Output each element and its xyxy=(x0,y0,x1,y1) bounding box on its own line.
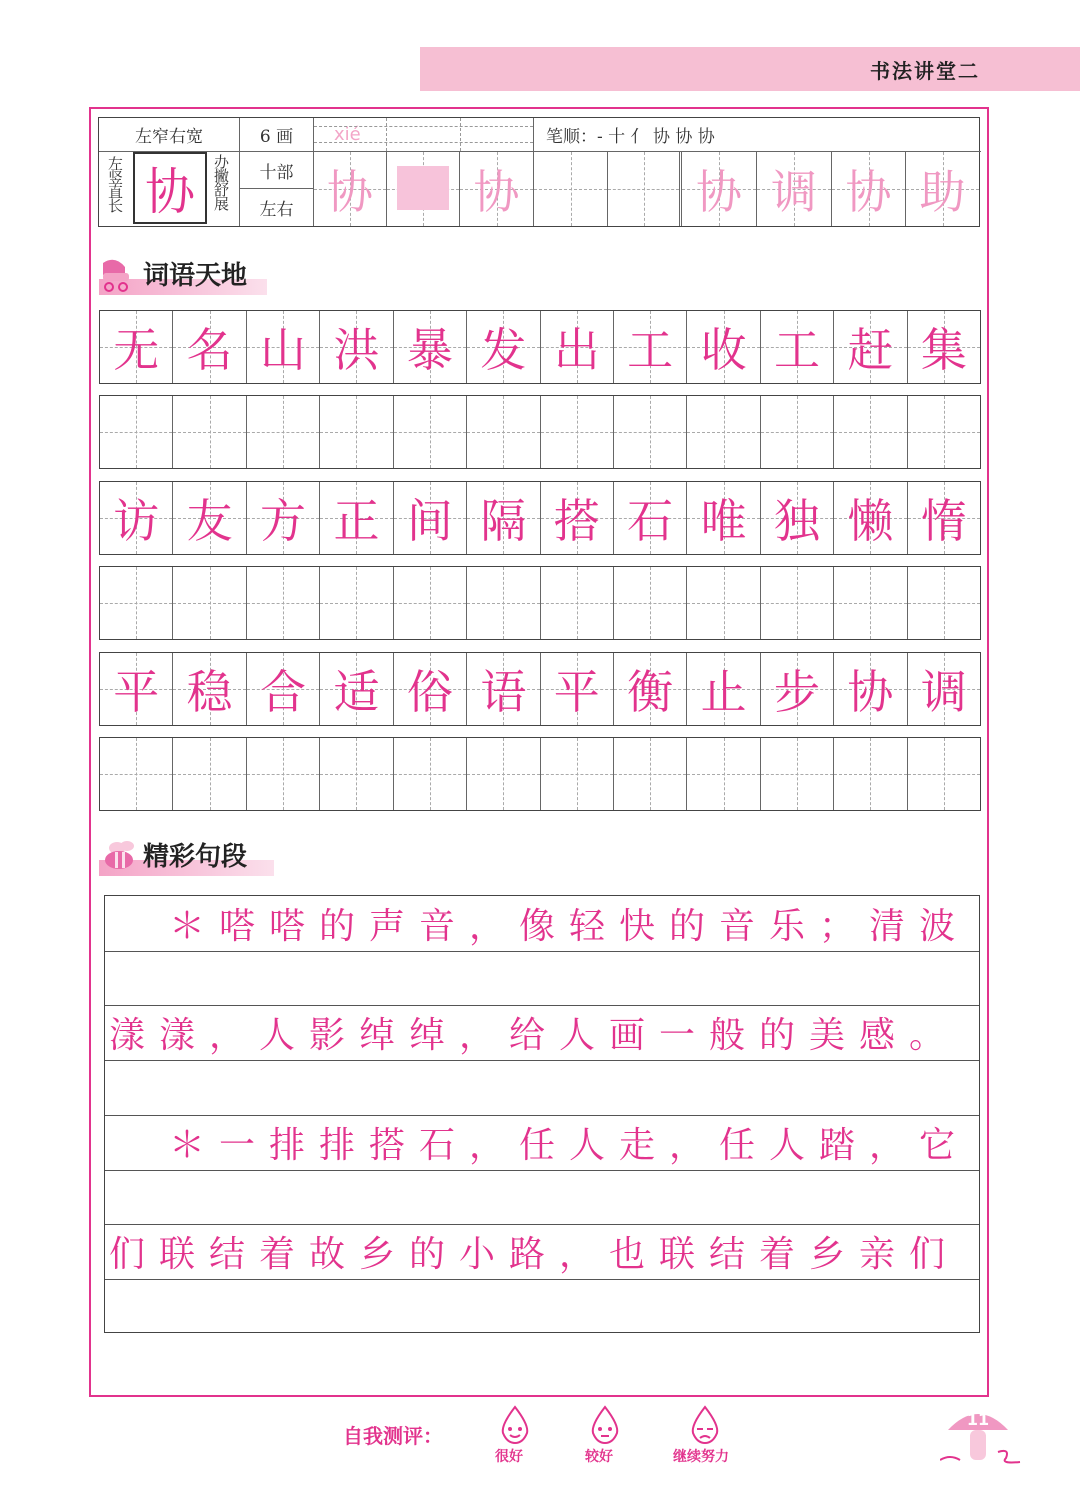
content-face-icon[interactable] xyxy=(585,1405,625,1445)
grid-cell: 唯 xyxy=(687,482,760,554)
grid-cell: 赶 xyxy=(834,311,907,383)
empty-grid-cell[interactable] xyxy=(467,396,540,468)
grid-cell: 调 xyxy=(908,653,980,725)
grid-cell: 方 xyxy=(247,482,320,554)
empty-grid-cell[interactable] xyxy=(320,738,393,810)
page-title: 书法讲堂二 xyxy=(870,59,980,83)
grid-cell: 正 xyxy=(320,482,393,554)
practice-row-filled xyxy=(99,310,981,384)
grid-cell: 山 xyxy=(247,311,320,383)
word-cell: 协 xyxy=(832,152,906,226)
grid-cell: 适 xyxy=(320,653,393,725)
word-cell: 协 xyxy=(682,152,757,226)
grid-cell: 懒 xyxy=(834,482,907,554)
grid-cell: 访 xyxy=(100,482,173,554)
grid-cell: 合 xyxy=(247,653,320,725)
trace-cell[interactable] xyxy=(534,152,608,226)
empty-grid-cell[interactable] xyxy=(247,396,320,468)
trace-cell[interactable] xyxy=(608,152,682,226)
grid-cell: 稳 xyxy=(173,653,246,725)
section-title: 词语天地 xyxy=(143,261,248,291)
empty-grid-cell[interactable] xyxy=(541,567,614,639)
sad-face-icon[interactable] xyxy=(685,1405,725,1445)
grid-cell: 名 xyxy=(173,311,246,383)
empty-grid-cell[interactable] xyxy=(247,738,320,810)
grid-cell: 隔 xyxy=(467,482,540,554)
section-heading-words xyxy=(99,255,267,295)
empty-grid-cell[interactable] xyxy=(761,396,834,468)
header-band xyxy=(420,47,1080,91)
empty-grid-cell[interactable] xyxy=(834,396,907,468)
section-heading-passages xyxy=(99,836,274,876)
practice-row-filled xyxy=(99,481,981,555)
empty-grid-cell[interactable] xyxy=(467,738,540,810)
grid-cell: 语 xyxy=(467,653,540,725)
empty-grid-cell[interactable] xyxy=(320,567,393,639)
smile-face-icon[interactable] xyxy=(495,1405,535,1445)
strokes-cell: 6 画 xyxy=(240,118,314,152)
empty-grid-cell[interactable] xyxy=(908,738,980,810)
rating-label: 较好 xyxy=(585,1449,613,1465)
grid-cell: 平 xyxy=(100,653,173,725)
grid-cell: 收 xyxy=(687,311,760,383)
pinyin-text: xié xyxy=(334,124,361,145)
bee-icon xyxy=(99,838,139,874)
layout-cell: 左右 xyxy=(240,189,314,226)
structure-cell: 左窄右宽 xyxy=(99,118,240,152)
section-title: 精彩句段 xyxy=(143,842,248,872)
stroke-order-cell: 笔顺：- 十 ⺅ 协 协 协 xyxy=(534,118,981,152)
grid-cell: 协 xyxy=(834,653,907,725)
passage-line: ＊一排排搭石，任人走，任人踏，它 xyxy=(169,1125,970,1166)
rating-label: 很好 xyxy=(495,1449,523,1465)
word-cell: 助 xyxy=(906,152,979,226)
empty-grid-cell[interactable] xyxy=(614,738,687,810)
empty-grid-cell[interactable] xyxy=(834,567,907,639)
empty-grid-cell[interactable] xyxy=(908,396,980,468)
empty-grid-cell[interactable] xyxy=(394,396,467,468)
empty-grid-cell[interactable] xyxy=(614,396,687,468)
stroller-icon xyxy=(99,257,139,293)
passage-line: ＊嗒嗒的声音，像轻快的音乐；清波 xyxy=(169,906,970,947)
empty-grid-cell[interactable] xyxy=(173,396,246,468)
passage-writing-area xyxy=(104,895,980,1333)
grid-cell: 步 xyxy=(761,653,834,725)
empty-grid-cell[interactable] xyxy=(834,738,907,810)
grid-cell: 友 xyxy=(173,482,246,554)
empty-grid-cell[interactable] xyxy=(761,567,834,639)
practice-row-empty[interactable] xyxy=(99,395,981,469)
empty-grid-cell[interactable] xyxy=(687,396,760,468)
practice-row-filled xyxy=(99,652,981,726)
pinyin-cell xyxy=(314,118,534,152)
grid-cell: 搭 xyxy=(541,482,614,554)
grid-cell: 俗 xyxy=(394,653,467,725)
self-assessment-label: 自我测评： xyxy=(343,1424,443,1448)
grid-cell: 独 xyxy=(761,482,834,554)
empty-grid-cell[interactable] xyxy=(614,567,687,639)
grid-cell: 止 xyxy=(687,653,760,725)
main-character: 协 xyxy=(133,152,207,224)
empty-grid-cell[interactable] xyxy=(173,738,246,810)
grid-cell: 石 xyxy=(614,482,687,554)
empty-grid-cell[interactable] xyxy=(541,396,614,468)
grid-cell: 发 xyxy=(467,311,540,383)
empty-grid-cell[interactable] xyxy=(394,738,467,810)
empty-grid-cell[interactable] xyxy=(761,738,834,810)
grid-cell: 暴 xyxy=(394,311,467,383)
left-note: 左竖直长 xyxy=(106,156,124,212)
empty-grid-cell[interactable] xyxy=(173,567,246,639)
empty-grid-cell[interactable] xyxy=(320,396,393,468)
grid-cell: 平 xyxy=(541,653,614,725)
character-info-table xyxy=(98,117,980,227)
practice-row-empty[interactable] xyxy=(99,737,981,811)
empty-grid-cell[interactable] xyxy=(100,396,173,468)
empty-grid-cell[interactable] xyxy=(908,567,980,639)
practice-row-empty[interactable] xyxy=(99,566,981,640)
empty-grid-cell[interactable] xyxy=(687,738,760,810)
passage-line: 们联结着故乡的小路，也联结着乡亲们 xyxy=(109,1234,960,1275)
grid-cell: 出 xyxy=(541,311,614,383)
empty-grid-cell[interactable] xyxy=(541,738,614,810)
grid-cell: 间 xyxy=(394,482,467,554)
word-cell: 调 xyxy=(757,152,832,226)
grid-cell: 工 xyxy=(614,311,687,383)
right-note: 办撇舒展 xyxy=(212,154,230,210)
passage-line: 漾漾，人影绰绰，给人画一般的美感。 xyxy=(109,1015,960,1056)
empty-grid-cell[interactable] xyxy=(687,567,760,639)
empty-grid-cell[interactable] xyxy=(100,567,173,639)
trace-cell[interactable] xyxy=(387,152,460,226)
rating-label: 继续努力 xyxy=(673,1449,729,1465)
grid-cell: 工 xyxy=(761,311,834,383)
grid-cell: 惰 xyxy=(908,482,980,554)
empty-grid-cell[interactable] xyxy=(467,567,540,639)
grid-cell: 无 xyxy=(100,311,173,383)
empty-grid-cell[interactable] xyxy=(100,738,173,810)
grid-cell: 衡 xyxy=(614,653,687,725)
empty-grid-cell[interactable] xyxy=(394,567,467,639)
trace-cell[interactable]: 协 xyxy=(314,152,387,226)
trace-cell[interactable]: 协 xyxy=(460,152,534,226)
grid-cell: 洪 xyxy=(320,311,393,383)
page-number: 11 xyxy=(966,1410,990,1429)
grid-cell: 集 xyxy=(908,311,980,383)
radical-cell: 十部 xyxy=(240,152,314,189)
empty-grid-cell[interactable] xyxy=(247,567,320,639)
